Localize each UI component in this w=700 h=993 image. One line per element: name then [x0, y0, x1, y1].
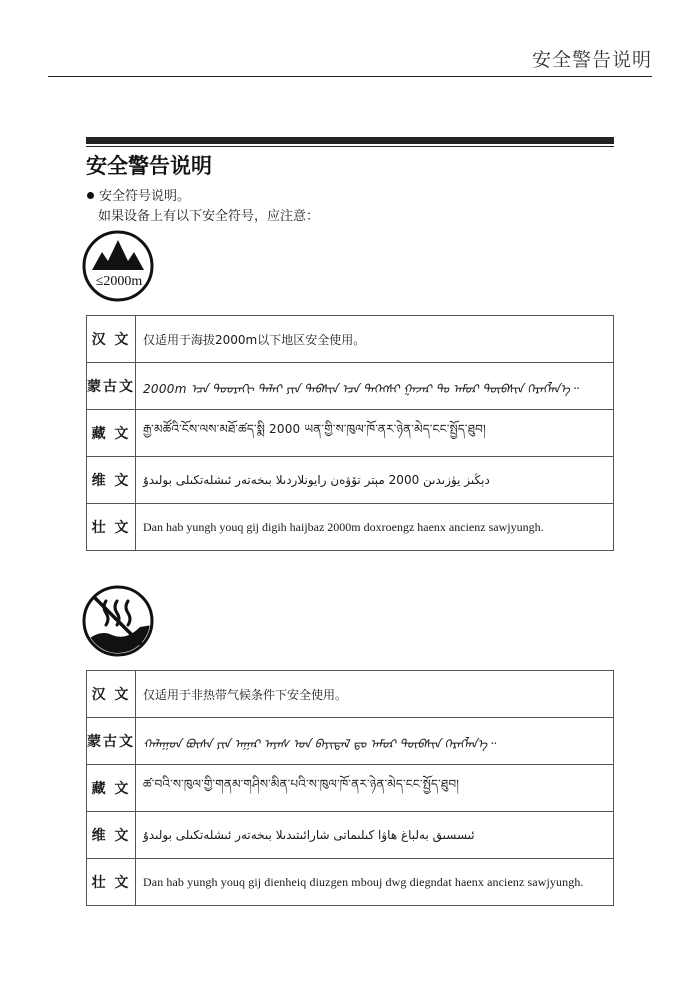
warning-text-tibetan: ཚ་བའི་ས་ཁུལ་གྱི་གནམ་གཤིས་མིན་པའི་ས་ཁུལ་ཁོ་ནར་ཉེན་མེད་ངང་སྤྱོད་ཐུབ། [136, 765, 614, 812]
intro-line-2: 如果设备上有以下安全符号，应注意： [98, 209, 320, 224]
section-rule-thick [86, 137, 614, 144]
table-row [87, 671, 614, 718]
language-label: 汉 文 [87, 671, 136, 718]
running-header-title: 安全警告说明 [531, 49, 652, 71]
mountain-altitude-icon [82, 230, 154, 302]
warning-text-chinese: 仅适用于海拔2000m以下地区安全使用。 [136, 316, 614, 363]
table-row [87, 363, 614, 410]
warning-text-mongolian: 2000m ᠡᠴᠡ ᠳᠣᠣᠷᠠᠬᠢ ᠳᠠᠯᠠᠢ ᠶᠢᠨ ᠲᠡᠪᠰᠢᠨ ᠡᠴᠡ ᠳᠡᠭᠡᠭᠰᠢ ᠭᠠᠵᠠᠷ ᠲᠤ ᠠᠮᠤᠷ ᠲᠦᠪᠰᠢᠨ ᠬᠡᠷᠡᠭᠯᠡᠨ᠎ᠡ᠃ [136, 363, 614, 410]
section-rule-thin [86, 146, 614, 147]
table-row [87, 859, 614, 906]
table-row [87, 504, 614, 551]
intro-line-1-text: 安全符号说明。 [99, 189, 191, 204]
header-rule [48, 76, 652, 77]
language-label: 汉 文 [87, 316, 136, 363]
table-row [87, 457, 614, 504]
table-row [87, 410, 614, 457]
warning-text-zhuang: Dan hab yungh youq gij dienheiq diuzgen mbouj dwg diegndat haenx ancienz sawjyungh. [136, 859, 614, 906]
climate-language-table [86, 670, 614, 906]
language-label: 壮 文 [87, 504, 136, 551]
warning-text-zhuang: Dan hab yungh youq gij digih haijbaz 2000m doxroengz haenx ancienz sawjyungh. [136, 504, 614, 551]
warning-text-tibetan: རྒྱ་མཚོའི་ངོས་ལས་མཐོ་ཚད་སྨི 2000 ཡན་གྱི་ས་ཁུལ་ཁོ་ནར་ཉེན་མེད་ངང་སྤྱོད་ཐུབ། [136, 410, 614, 457]
altitude-label: ≤2000m [95, 274, 143, 289]
language-label: 蒙古文 [87, 718, 136, 765]
language-label: 壮 文 [87, 859, 136, 906]
warning-text-mongolian: ᠬᠠᠯᠠᠭᠤᠨ ᠪᠦᠰᠡ ᠶᠢᠨ ᠠᠭᠠᠷ ᠠᠶᠠᠰ ᠤᠨ ᠪᠠᠶᠢᠳᠠᠯ ᠳᠤ ᠠᠮᠤᠷ ᠲᠦᠪᠰᠢᠨ ᠬᠡᠷᠡᠭᠯᠡᠨ᠎ᠡ᠃ [136, 718, 614, 765]
language-label: 藏 文 [87, 765, 136, 812]
warning-text-uyghur: دېڭىز يۈزىدىن 2000 مېتر تۆۋەن رايونلاردىلا بىخەتەر ئىشلەتكىلى بولىدۇ [136, 457, 614, 504]
table-row [87, 812, 614, 859]
warning-text-chinese: 仅适用于非热带气候条件下安全使用。 [136, 671, 614, 718]
altitude-language-table [86, 315, 614, 551]
language-label: 藏 文 [87, 410, 136, 457]
non-tropical-climate-icon [82, 585, 154, 657]
language-label: 维 文 [87, 812, 136, 859]
warning-text-uyghur: ئىسسىق بەلباغ ھاۋا كىلىماتى شارائىتىدىلا بىخەتەر ئىشلەتكىلى بولىدۇ [136, 812, 614, 859]
table-row [87, 316, 614, 363]
language-label: 蒙古文 [87, 363, 136, 410]
language-label: 维 文 [87, 457, 136, 504]
table-row [87, 718, 614, 765]
section-title: 安全警告说明 [86, 154, 212, 178]
table-row [87, 765, 614, 812]
intro-line-1 [87, 185, 190, 204]
bullet-icon [87, 192, 94, 199]
